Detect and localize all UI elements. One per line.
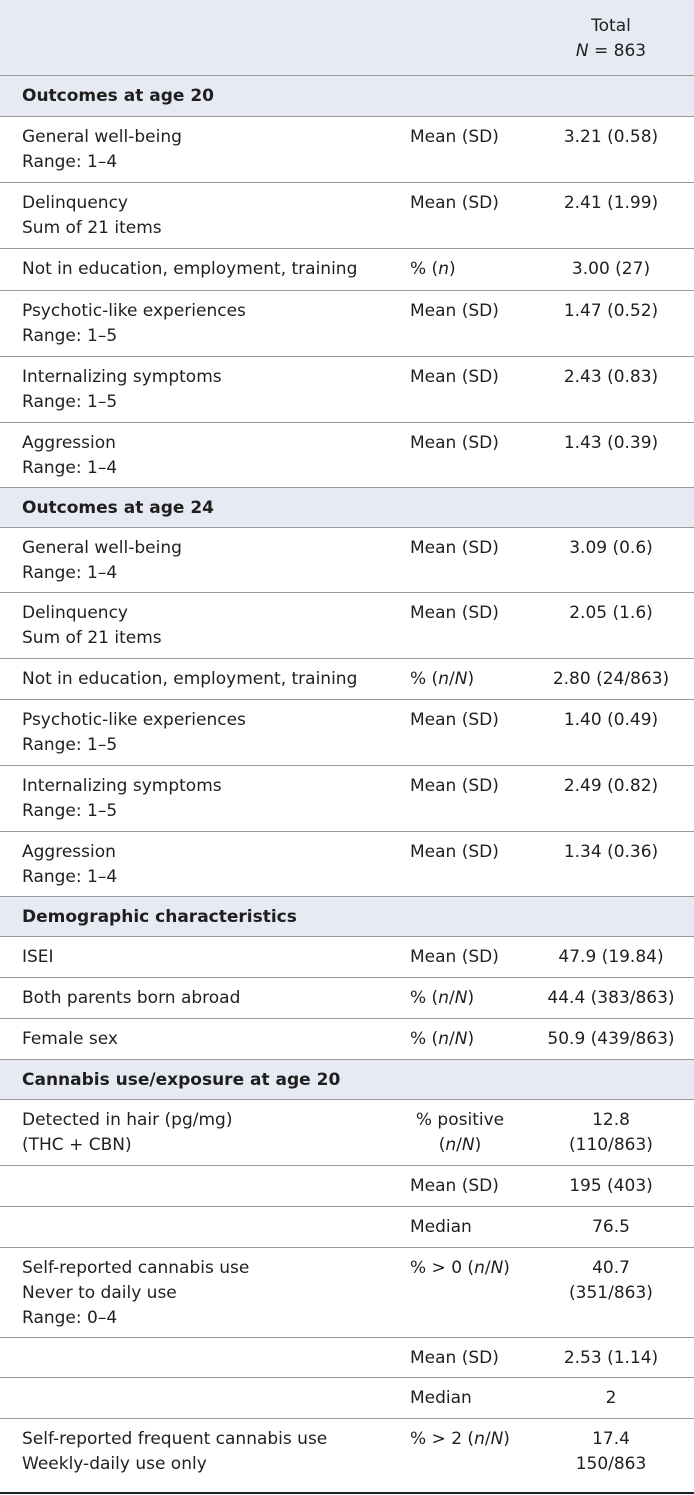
row-stat: Mean (SD)	[410, 127, 499, 147]
row-value: 2.43 (0.83)	[563, 367, 659, 387]
section-header	[0, 897, 694, 937]
row-label: Delinquency	[22, 193, 128, 213]
row-value: 17.4 150/863	[575, 1429, 647, 1474]
row-label: General well-being	[22, 127, 182, 147]
table-row	[0, 249, 694, 291]
table-row	[0, 978, 694, 1019]
row-label: Delinquency	[22, 603, 128, 623]
table-bottom-rule	[0, 1492, 694, 1494]
row-stat: Mean (SD)	[410, 603, 499, 623]
row-value: 50.9 (439/863)	[547, 1029, 675, 1049]
row-value: 1.43 (0.39)	[563, 433, 659, 453]
row-stat: Mean (SD)	[410, 776, 499, 796]
table-row	[0, 593, 694, 659]
header-total-label: Total	[591, 16, 631, 36]
row-value: 2.41 (1.99)	[563, 193, 659, 213]
table-row	[0, 117, 694, 183]
row-sublabel: Range: 1–5	[22, 392, 118, 412]
row-value: 47.9 (19.84)	[558, 947, 664, 967]
section-title: Outcomes at age 24	[22, 498, 214, 518]
row-label: Psychotic-like experiences	[22, 301, 246, 321]
table-row	[0, 183, 694, 249]
row-value: 76.5	[592, 1217, 630, 1237]
row-stat: Mean (SD)	[410, 538, 499, 558]
row-stat: % positive (n/N)	[415, 1110, 505, 1155]
row-sublabel: Range: 1–4	[22, 458, 118, 478]
table-row	[0, 1378, 694, 1419]
header-total	[540, 14, 682, 64]
row-label: ISEI	[22, 947, 54, 967]
row-sublabel: Range: 1–5	[22, 801, 118, 821]
row-value: 2.05 (1.6)	[569, 603, 653, 623]
section-header	[0, 488, 694, 528]
row-stat: % > 2 (n/N)	[410, 1429, 510, 1449]
table-row	[0, 1019, 694, 1060]
section-title: Demographic characteristics	[22, 907, 297, 927]
row-label: Aggression	[22, 842, 116, 862]
row-sublabel: Range: 0–4	[22, 1308, 118, 1328]
row-label: Internalizing symptoms	[22, 776, 222, 796]
table-row	[0, 1419, 694, 1486]
row-value: 3.09 (0.6)	[569, 538, 653, 558]
row-stat: Mean (SD)	[410, 1348, 499, 1368]
table-row	[0, 937, 694, 978]
row-value: 195 (403)	[569, 1176, 653, 1196]
row-value: 40.7 (351/863)	[569, 1258, 653, 1303]
section-title: Cannabis use/exposure at age 20	[22, 1070, 341, 1090]
row-value: 2	[605, 1388, 617, 1408]
row-label: Psychotic-like experiences	[22, 710, 246, 730]
row-label: Self-reported cannabis use	[22, 1258, 250, 1278]
table-row	[0, 832, 694, 897]
table-header	[0, 0, 694, 76]
row-value: 2.49 (0.82)	[563, 776, 659, 796]
row-stat: % (n)	[410, 259, 456, 279]
table-row	[0, 528, 694, 593]
row-sublabel: Range: 1–4	[22, 152, 118, 172]
row-sublabel: Sum of 21 items	[22, 628, 162, 648]
section-title: Outcomes at age 20	[22, 86, 214, 106]
row-stat: Mean (SD)	[410, 842, 499, 862]
row-stat: % (n/N)	[410, 669, 475, 689]
row-stat: Mean (SD)	[410, 193, 499, 213]
row-stat: Median	[410, 1217, 472, 1237]
row-label: General well-being	[22, 538, 182, 558]
table-row	[0, 659, 694, 700]
row-stat: % > 0 (n/N)	[410, 1258, 510, 1278]
row-label: Not in education, employment, training	[22, 669, 358, 689]
row-sublabel: Range: 1–5	[22, 735, 118, 755]
row-stat: Mean (SD)	[410, 947, 499, 967]
row-sublabel: Range: 1–5	[22, 326, 118, 346]
table-row	[0, 1248, 694, 1338]
header-n: N = 863	[575, 41, 647, 61]
row-value: 3.21 (0.58)	[563, 127, 659, 147]
row-label: Detected in hair (pg/mg)	[22, 1110, 233, 1130]
table-row	[0, 1338, 694, 1378]
row-sublabel: Range: 1–4	[22, 867, 118, 887]
row-label: Both parents born abroad	[22, 988, 241, 1008]
table-row	[0, 1207, 694, 1248]
row-sublabel: Sum of 21 items	[22, 218, 162, 238]
table-row	[0, 1166, 694, 1207]
row-value: 2.53 (1.14)	[563, 1348, 659, 1368]
row-value: 1.40 (0.49)	[563, 710, 659, 730]
row-value: 2.80 (24/863)	[552, 669, 670, 689]
row-stat: Mean (SD)	[410, 301, 499, 321]
row-stat: Mean (SD)	[410, 433, 499, 453]
row-value: 3.00 (27)	[571, 259, 651, 279]
section-header	[0, 76, 694, 117]
table-row	[0, 291, 694, 357]
row-stat: Median	[410, 1388, 472, 1408]
table-row	[0, 423, 694, 488]
row-stat: % (n/N)	[410, 988, 475, 1008]
row-sublabel: (THC + CBN)	[22, 1135, 132, 1155]
row-value: 1.47 (0.52)	[563, 301, 659, 321]
table-row	[0, 357, 694, 423]
row-stat: Mean (SD)	[410, 367, 499, 387]
row-label: Female sex	[22, 1029, 118, 1049]
row-label: Not in education, employment, training	[22, 259, 358, 279]
row-label: Aggression	[22, 433, 116, 453]
row-sublabel: Weekly-daily use only	[22, 1454, 207, 1474]
row-value: 12.8 (110/863)	[569, 1110, 653, 1155]
table-row	[0, 1100, 694, 1166]
row-sublabel: Never to daily use	[22, 1283, 177, 1303]
row-stat: % (n/N)	[410, 1029, 475, 1049]
row-stat: Mean (SD)	[410, 1176, 499, 1196]
table-row	[0, 700, 694, 766]
table-row	[0, 766, 694, 832]
row-stat: Mean (SD)	[410, 710, 499, 730]
row-label: Internalizing symptoms	[22, 367, 222, 387]
section-header	[0, 1060, 694, 1100]
row-label: Self-reported frequent cannabis use	[22, 1429, 328, 1449]
row-value: 44.4 (383/863)	[547, 988, 675, 1008]
row-value: 1.34 (0.36)	[563, 842, 659, 862]
row-sublabel: Range: 1–4	[22, 563, 118, 583]
